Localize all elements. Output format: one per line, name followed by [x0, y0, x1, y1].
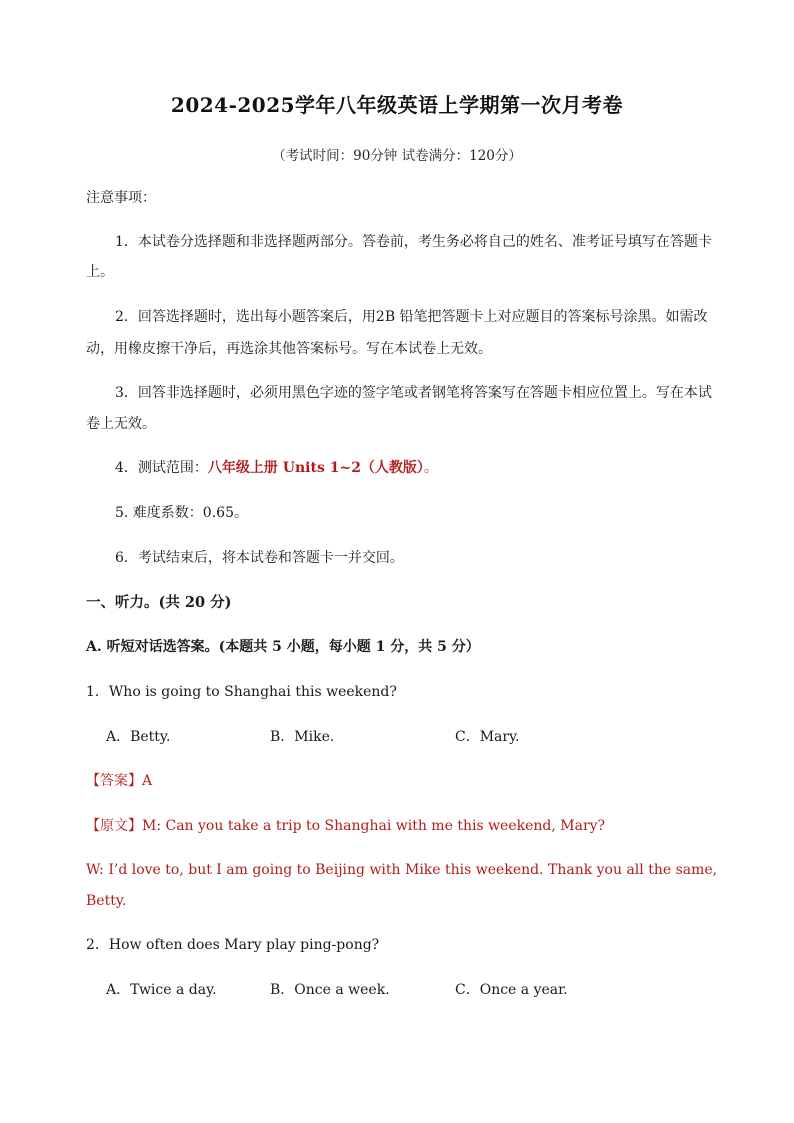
source-label: 【原文】 [86, 818, 142, 834]
section-heading: 一、听力。(共 20 分) [86, 594, 232, 611]
note-4 [115, 458, 438, 478]
note-4-prefix: 4．测试范围： [115, 460, 208, 476]
page-title: 2024-2025学年八年级英语上学期第一次月考卷 [170, 93, 624, 117]
question-1-option-c: C．Mary. [455, 729, 520, 745]
note-1-line-1: 1．本试卷分选择题和非选择题两部分。答卷前，考生务必将自己的姓名、准考证号填写在答题卡 [115, 234, 712, 250]
question-1-answer [86, 771, 152, 791]
question-1-stem: 1．Who is going to Shanghai this weekend? [86, 684, 397, 700]
question-2-option-b: B．Once a week. [270, 982, 390, 998]
notes-heading: 注意事项： [86, 190, 156, 206]
question-1-source-line-1 [86, 816, 605, 836]
question-1-source-line-2: W: I’d love to, but I am going to Beijing with Mike this weekend. Thank you all the same, [86, 862, 718, 878]
note-5: 5. 难度系数：0.65。 [115, 505, 248, 521]
question-2-option-a: A．Twice a day. [106, 982, 217, 998]
note-6: 6．考试结束后，将本试卷和答题卡一并交回。 [115, 550, 404, 566]
test-range: 八年级上册 Units 1~2（人教版） [207, 460, 424, 476]
source-text: M: Can you take a trip to Shanghai with me this weekend, Mary? [142, 818, 606, 834]
question-2-option-c: C．Once a year. [455, 982, 568, 998]
note-4-suffix: 。 [423, 460, 438, 476]
note-2-line-1: 2．回答选择题时，选出每小题答案后，用2B 铅笔把答题卡上对应题目的答案标号涂黑。如需改 [115, 309, 708, 325]
question-1-source-line-3: Betty. [86, 893, 127, 909]
note-3-line-1: 3．回答非选择题时，必须用黑色字迹的签字笔或者钢笔将答案写在答题卡相应位置上。写在本试 [115, 385, 712, 401]
exam-info: （考试时间：90分钟 试卷满分：120分） [272, 148, 522, 164]
note-3-line-2: 卷上无效。 [86, 416, 156, 432]
question-2-stem: 2．How often does Mary play ping-pong? [86, 937, 380, 953]
answer-label: 【答案】 [86, 773, 142, 789]
part-a-heading: A. 听短对话选答案。(本题共 5 小题，每小题 1 分，共 5 分） [86, 639, 480, 655]
note-2-line-2: 动，用橡皮擦干净后，再选涂其他答案标号。写在本试卷上无效。 [86, 341, 492, 357]
question-1-option-b: B．Mike. [270, 729, 335, 745]
question-1-option-a: A．Betty. [106, 729, 171, 745]
answer-value: A [142, 773, 153, 789]
note-1-line-2: 上。 [86, 264, 114, 280]
